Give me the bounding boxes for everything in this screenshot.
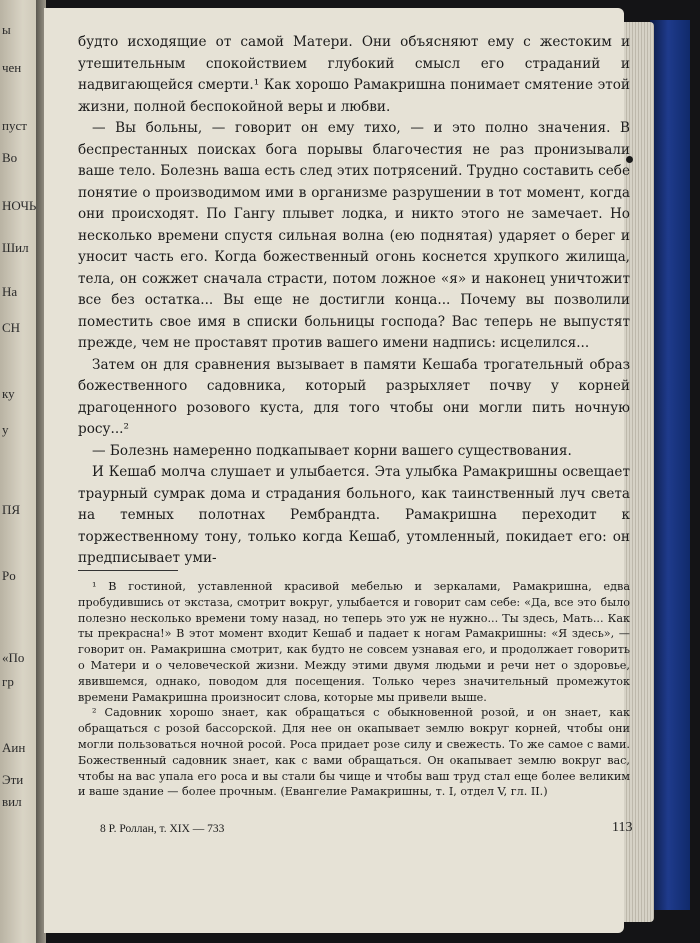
left-fragment: Аин	[2, 740, 26, 755]
paragraph: будто исходящие от самой Матери. Они объясняют ему с жестоким и утешительным спокойствием глубокий смысл его страданий и надвигающейся смерти.¹ Как хорошо Рамакришна понимает смятение этой жизни, полной беспокойной веры и любви.	[78, 34, 630, 115]
left-fragment: Ha	[2, 284, 18, 299]
footnote-rule	[78, 570, 178, 571]
footnote: ¹ В гостиной, уставленной красивой мебелью и зеркалами, Рамакришна, едва пробудившись от экстаза, смотрит вокруг, улыбается и говорит сам себе: «Да, все это было полезно несколько времени тому назад, но теперь это уж не нужно... Ты здесь, Мать... Как ты прекрасна!» В этот момент входит Кешаб и падает к ногам Рамакришны: «Я здесь», — говорит он. Рамакришна смотрит, как будто не совсем узнавая его, и продолжает говорить о Матери и о человеческой жизни. Между этими двумя людьми и речи нет о здоровье, явившемся, однако, поводом для посещения. Только через значительный промежуток времени Рамакришна произносит слова, которые мы привели выше.	[78, 580, 630, 704]
left-fragment: вил	[2, 794, 22, 809]
left-fragment: ПЯ	[2, 502, 21, 517]
book-cover-edge	[650, 20, 690, 910]
left-fragment: гр	[2, 674, 14, 689]
paragraph: — Болезнь намеренно подкапывает корни вашего существования.	[92, 442, 572, 459]
left-page-edge	[0, 0, 38, 943]
left-fragment: пуст	[2, 118, 27, 133]
left-fragment: «По	[2, 650, 25, 665]
left-fragment: НОЧЬ	[2, 198, 37, 213]
left-fragment: ы	[2, 22, 11, 37]
footnote: ² Садовник хорошо знает, как обращаться с обыкновенной розой, и он знает, как обращаться с розой бассорской. Для нее он окапывает землю вокруг корней, чтобы они могли пользоваться ночной росой. Роса придает розе силу и свежесть. То же самое с вами. Божественный садовник знает, как с вами обращаться. Он окапывает землю вокруг вас, чтобы на вас упала его роса и вы стали бы чище и чтобы ваш труд стал еще более великим и ваше здание — более прочным. (Евангелие Рамакришны, т. I, отдел V, гл. II.)	[78, 706, 630, 799]
left-fragment: Шил	[2, 240, 29, 255]
left-fragment: Эти	[2, 772, 24, 787]
left-fragment: Po	[2, 568, 16, 583]
paragraph: — Вы больны, — говорит он ему тихо, — и это полно значения. В беспрестанных поисках бога порывы благочестия не раз пронизывали ваше тело. Болезнь ваша есть след этих потрясений. Трудно составить себе понятие о производимом ими в организме разрушении в тот момент, когда они происходят. По Гангу плывет лодка, и никто этого не замечает. Но несколько времени спустя сильная волна (ею поднятая) ударяет о берег и уносит часть его. Когда божественный огонь коснется хрупкого жилища, тела, он сожжет сначала страсти, потом ложное «я» и наконец уничтожит все без остатка... Вы еще не достигли конца... Почему вы позволили поместить свое имя в списки больницы господа? Вас теперь не выпустят прежде, чем не проставят против вашего имени надпись: исцелился...	[78, 120, 630, 351]
left-fragment: Во	[2, 150, 18, 165]
paragraph: И Кешаб молча слушает и улыбается. Эта улыбка Рамакришны освещает траурный сумрак дома и страдания больного, как таинственный луч света на темных полотнах Рембрандта. Рамакришна переходит к торжественному тону, только когда Кешаб, утомленный, покидает его: он предписывает уми-	[78, 464, 630, 566]
left-fragment: y	[2, 422, 9, 437]
main-text	[78, 32, 630, 570]
page-number: 113	[612, 820, 633, 835]
footnotes	[78, 570, 630, 800]
printer-signature: 8 Р. Роллан, т. XIX — 733	[100, 823, 225, 835]
book-page	[44, 8, 633, 933]
left-fragment: ку	[2, 386, 15, 401]
left-fragment: чен	[2, 60, 22, 75]
paragraph: Затем он для сравнения вызывает в памяти Кешаба трогательный образ божественного садовника, который разрыхляет почву у корней драгоценного розового куста, для того чтобы они могли пить ночную росу...²	[78, 356, 630, 437]
left-fragment: CH	[2, 320, 21, 335]
